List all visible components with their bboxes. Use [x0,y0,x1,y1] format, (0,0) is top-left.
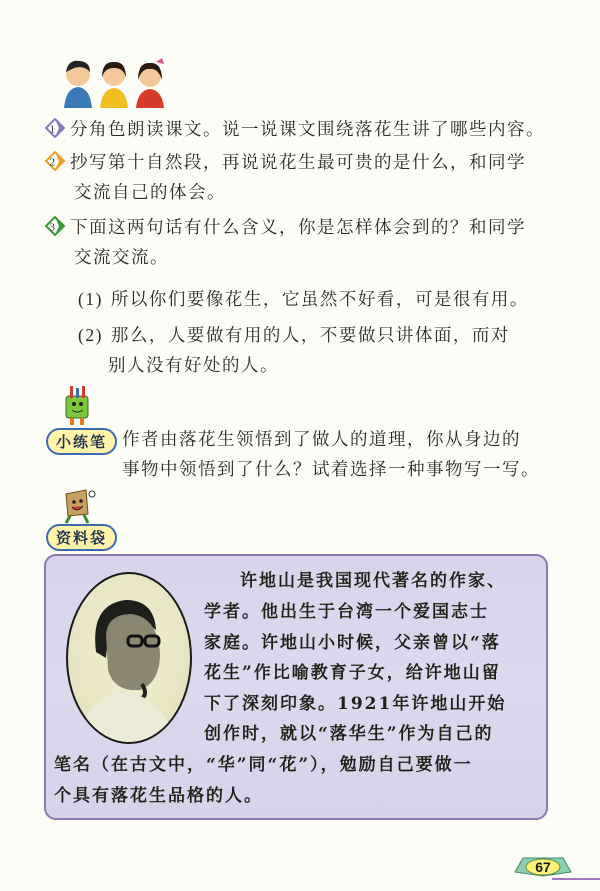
practice-label: 小练笔 [46,428,117,455]
number-2-diamond-icon [44,151,66,171]
resource-line-6: 创作时，就以“落华生”作为自己的 [204,724,494,744]
pencil-cup-mascot-icon [56,386,100,426]
question-1-text: 分角色朗读课文。说一说课文围绕落花生讲了哪些内容。 [70,120,545,140]
page-number-book-icon [513,854,573,880]
question-1 [44,115,584,145]
resource-line-8: 个具有落花生品格的人。 [54,785,263,806]
resource-text-right [240,566,540,597]
resource-text-right-block [204,597,540,750]
sentence-1 [78,284,588,315]
resource-line-2: 学者。他出生于台湾一个爱国志士 [204,602,489,622]
number-1-diamond-icon [44,118,66,138]
sentence-2-line-1: 那么，人要做有用的人，不要做只讲体面，而对 [110,326,510,346]
svg-text:1: 1 [49,123,57,136]
resource-label: 资料袋 [46,524,117,551]
sentence-2 [78,320,588,381]
question-2-line-2: 交流自己的体会。 [74,183,226,203]
practice-text [122,425,592,485]
number-3-diamond-icon [44,216,66,236]
three-children-illustration [58,56,170,108]
question-2-line-1: 抄写第十自然段，再说说花生最可贵的是什么，和同学 [70,153,526,173]
practice-line-2: 事物中领悟到了什么？试着选择一种事物写一写。 [122,460,540,480]
page-number: 67 [535,859,551,875]
paper-bag-mascot-icon [58,488,98,524]
footer-line [552,878,600,880]
question-3-line-2: 交流交流。 [74,248,169,268]
resource-line-4: 花生”作比喻教育子女，给许地山留 [204,663,501,683]
svg-text:3: 3 [49,221,57,234]
sentence-1-number: (1) [78,289,103,309]
question-3 [44,213,584,273]
resource-line-1: 许地山是我国现代著名的作家、 [240,571,506,591]
practice-line-1: 作者由落花生领悟到了做人的道理，你从身边的 [122,430,521,450]
resource-line-3: 家庭。许地山小时候，父亲曾以“落 [204,632,501,653]
resource-text-bottom [54,750,544,811]
sentence-1-text: 所以你们要像花生，它虽然不好看，可是很有用。 [110,290,529,310]
svg-text:2: 2 [49,156,57,169]
sentence-2-number: (2) [78,325,103,345]
question-3-line-1: 下面这两句话有什么含义，你是怎样体会到的？和同学 [70,218,526,238]
resource-line-5: 下了深刻印象。1921年许地山开始 [204,693,507,714]
question-2 [44,148,584,208]
resource-line-7: 笔名（在古文中，“华”同“花”），勉励自己要做一 [54,755,473,775]
xu-dishan-portrait [66,572,192,744]
sentence-2-line-2: 别人没有好处的人。 [108,356,279,376]
